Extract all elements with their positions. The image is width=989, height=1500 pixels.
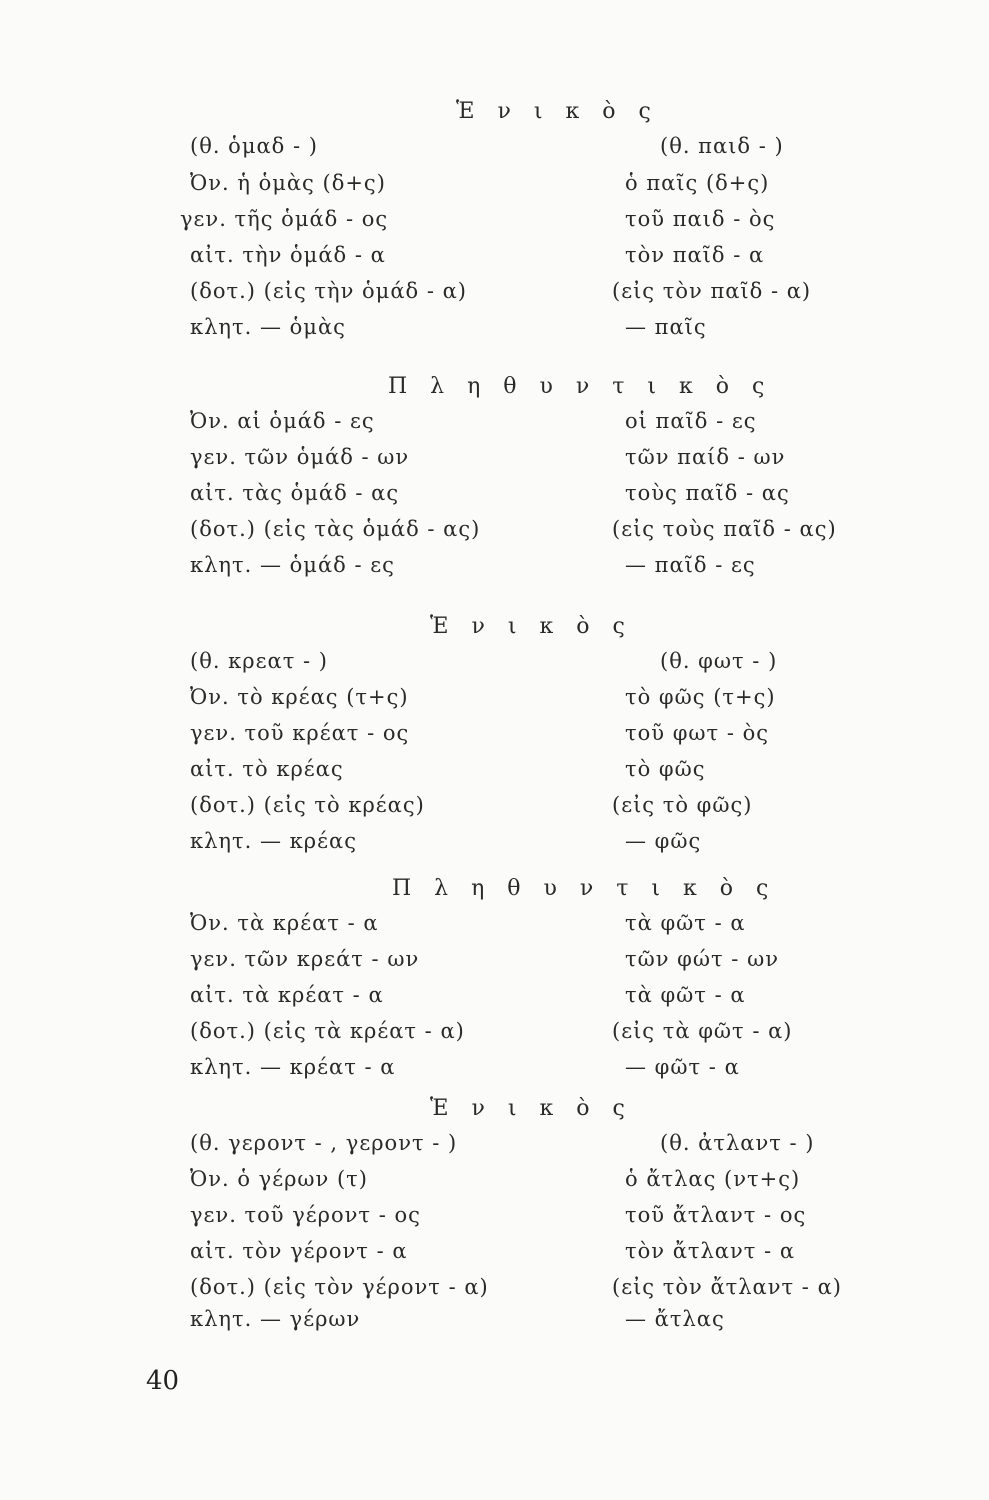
page-number: 40 — [146, 1366, 180, 1396]
right-line: (θ. φωτ - ) — [660, 649, 778, 673]
section-heading: Ἑ ν ι κ ὸ ς — [456, 99, 659, 124]
left-line: (θ. γεροντ - , γεροντ - ) — [190, 1131, 458, 1155]
right-line: (εἰς τὸ φῶς) — [612, 793, 753, 817]
left-line: (θ. ὁμαδ - ) — [190, 134, 318, 158]
right-line: — φῶτ - α — [625, 1055, 740, 1079]
left-line: Ὀν. ἡ ὁμὰς (δ+ς) — [190, 171, 386, 195]
left-line: αἰτ. τὸν γέροντ - α — [190, 1239, 408, 1263]
right-line: τοῦ παιδ - ὸς — [625, 207, 776, 231]
left-line: Ὀν. ὁ γέρων (τ) — [190, 1167, 368, 1191]
left-line: κλητ. — γέρων — [190, 1307, 361, 1331]
left-line: γεν. τοῦ κρέατ - ος — [190, 721, 410, 745]
left-line: αἰτ. τὴν ὁμάδ - α — [190, 243, 386, 267]
left-line: (δοτ.) (εἰς τὴν ὁμάδ - α) — [190, 279, 467, 303]
left-line: (δοτ.) (εἰς τὸν γέροντ - α) — [190, 1275, 489, 1299]
section-heading: Π λ η θ υ ν τ ι κ ὸ ς — [392, 876, 777, 901]
right-line: τοῦ ἄτλαντ - ος — [625, 1203, 807, 1227]
left-line: Ὀν. τὰ κρέατ - α — [190, 911, 379, 935]
right-line: — παῖς — [625, 315, 707, 339]
left-line: (δοτ.) (εἰς τὰ κρέατ - α) — [190, 1019, 465, 1043]
right-line: (θ. ἀτλαντ - ) — [660, 1131, 815, 1155]
right-line: τὰ φῶτ - α — [625, 911, 746, 935]
left-line: γεν. τῆς ὁμάδ - ος — [180, 207, 389, 231]
right-line: ὁ ἄτλας (ντ+ς) — [625, 1167, 801, 1191]
left-line: κλητ. — κρέας — [190, 829, 357, 853]
left-line: κλητ. — ὁμὰς — [190, 315, 346, 339]
left-line: γεν. τῶν κρεάτ - ων — [190, 947, 420, 971]
left-line: αἰτ. τὰς ὁμάδ - ας — [190, 481, 400, 505]
right-line: τὰ φῶτ - α — [625, 983, 746, 1007]
right-line: τοῦ φωτ - ὸς — [625, 721, 769, 745]
right-line: — φῶς — [625, 829, 702, 853]
right-line: (εἰς τὰ φῶτ - α) — [612, 1019, 793, 1043]
right-line: — ἄτλας — [625, 1307, 725, 1331]
right-line: τῶν παίδ - ων — [625, 445, 786, 469]
left-line: γεν. τοῦ γέροντ - ος — [190, 1203, 421, 1227]
right-line: τῶν φώτ - ων — [625, 947, 779, 971]
right-line: τὸν ἄτλαντ - α — [625, 1239, 796, 1263]
right-line: οἱ παῖδ - ες — [625, 409, 757, 433]
left-line: αἰτ. τὰ κρέατ - α — [190, 983, 384, 1007]
right-line: τὸν παῖδ - α — [625, 243, 765, 267]
right-line: (εἰς τοὺς παῖδ - ας) — [612, 517, 837, 541]
right-line: (εἰς τὸν ἄτλαντ - α) — [612, 1275, 842, 1299]
right-line: — παῖδ - ες — [625, 553, 756, 577]
right-line: ὁ παῖς (δ+ς) — [625, 171, 770, 195]
left-line: (δοτ.) (εἰς τὸ κρέας) — [190, 793, 425, 817]
section-heading: Ἑ ν ι κ ὸ ς — [430, 1096, 633, 1121]
left-line: κλητ. — ὁμάδ - ες — [190, 553, 395, 577]
left-line: Ὀν. τὸ κρέας (τ+ς) — [190, 685, 409, 709]
right-line: τὸ φῶς (τ+ς) — [625, 685, 776, 709]
right-line: (εἰς τὸν παῖδ - α) — [612, 279, 812, 303]
left-line: αἰτ. τὸ κρέας — [190, 757, 344, 781]
left-line: γεν. τῶν ὁμάδ - ων — [190, 445, 410, 469]
section-heading: Π λ η θ υ ν τ ι κ ὸ ς — [388, 374, 773, 399]
right-line: τοὺς παῖδ - ας — [625, 481, 790, 505]
section-heading: Ἑ ν ι κ ὸ ς — [430, 614, 633, 639]
left-line: (θ. κρεατ - ) — [190, 649, 328, 673]
left-line: Ὀν. αἱ ὁμάδ - ες — [190, 409, 375, 433]
left-line: κλητ. — κρέατ - α — [190, 1055, 396, 1079]
right-line: τὸ φῶς — [625, 757, 706, 781]
left-line: (δοτ.) (εἰς τὰς ὁμάδ - ας) — [190, 517, 481, 541]
right-line: (θ. παιδ - ) — [660, 134, 784, 158]
